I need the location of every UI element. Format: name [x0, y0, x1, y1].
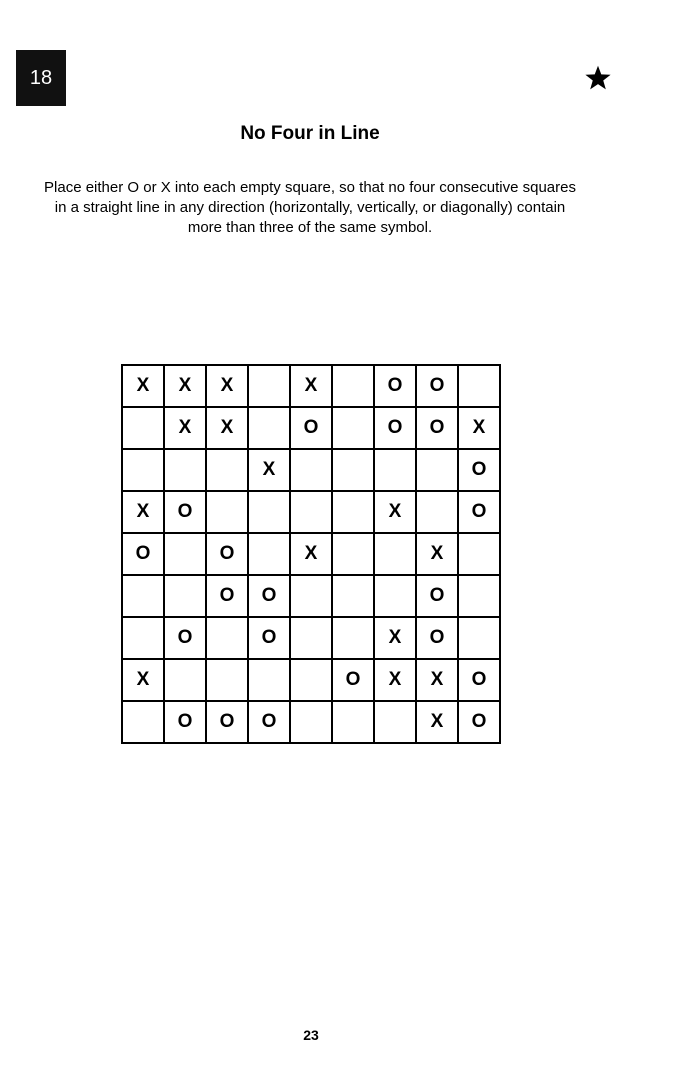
- grid-cell-empty[interactable]: [417, 450, 459, 492]
- puzzle-grid: [121, 364, 501, 744]
- grid-cell-empty[interactable]: [333, 534, 375, 576]
- grid-cell-empty[interactable]: [207, 618, 249, 660]
- grid-cell: X: [249, 450, 291, 492]
- grid-cell: O: [417, 576, 459, 618]
- puzzle-number: 18: [29, 66, 53, 89]
- grid-cell: X: [123, 366, 165, 408]
- grid-cell-empty[interactable]: [459, 366, 501, 408]
- grid-cell-empty[interactable]: [291, 492, 333, 534]
- grid-cell-empty[interactable]: [123, 702, 165, 744]
- grid-cell-empty[interactable]: [165, 450, 207, 492]
- grid-cell-empty[interactable]: [459, 576, 501, 618]
- grid-cell: O: [207, 576, 249, 618]
- grid-cell-empty[interactable]: [375, 534, 417, 576]
- grid-cell: X: [123, 660, 165, 702]
- grid-cell-empty[interactable]: [165, 576, 207, 618]
- grid-cell: O: [249, 702, 291, 744]
- grid-cell: O: [207, 702, 249, 744]
- grid-cell: O: [459, 492, 501, 534]
- grid-cell: O: [165, 618, 207, 660]
- grid-cell: O: [417, 408, 459, 450]
- grid-cell: X: [417, 702, 459, 744]
- grid-cell: O: [417, 366, 459, 408]
- grid-cell-empty[interactable]: [417, 492, 459, 534]
- grid-cell-empty[interactable]: [333, 366, 375, 408]
- grid-cell-empty[interactable]: [249, 408, 291, 450]
- grid-cell: O: [165, 492, 207, 534]
- grid-cell: X: [207, 408, 249, 450]
- grid-cell: X: [165, 366, 207, 408]
- instructions-text: Place either O or X into each empty square, so that no four consecutive squares in a straight line in any direction (horizontally, vertically, or diagonally) contain more than three of the same symbol.: [44, 179, 576, 236]
- grid-cell: X: [165, 408, 207, 450]
- grid-cell: O: [417, 618, 459, 660]
- grid-cell: O: [459, 702, 501, 744]
- grid-cell: X: [123, 492, 165, 534]
- grid-cell-empty[interactable]: [123, 576, 165, 618]
- grid-cell-empty[interactable]: [333, 576, 375, 618]
- grid-cell: O: [249, 576, 291, 618]
- grid-cell-empty[interactable]: [333, 618, 375, 660]
- grid-cell: X: [291, 534, 333, 576]
- grid-cell: X: [417, 660, 459, 702]
- grid-cell: X: [375, 492, 417, 534]
- grid-cell-empty[interactable]: [375, 450, 417, 492]
- grid-cell-empty[interactable]: [123, 408, 165, 450]
- grid-cell-empty[interactable]: [459, 534, 501, 576]
- puzzle-title: No Four in Line: [240, 123, 380, 144]
- grid-cell: X: [291, 366, 333, 408]
- grid-cell: X: [375, 618, 417, 660]
- grid-cell: O: [249, 618, 291, 660]
- grid-cell: O: [291, 408, 333, 450]
- grid-cell-empty[interactable]: [249, 366, 291, 408]
- grid-cell-empty[interactable]: [291, 660, 333, 702]
- grid-cell-empty[interactable]: [291, 618, 333, 660]
- grid-cell: O: [459, 450, 501, 492]
- grid-cell-empty[interactable]: [333, 492, 375, 534]
- grid-cell: O: [375, 366, 417, 408]
- grid-cell-empty[interactable]: [375, 702, 417, 744]
- grid-cell-empty[interactable]: [291, 576, 333, 618]
- grid-cell-empty[interactable]: [375, 576, 417, 618]
- grid-cell-empty[interactable]: [123, 450, 165, 492]
- grid-cell-empty[interactable]: [249, 492, 291, 534]
- grid-cell-empty[interactable]: [207, 450, 249, 492]
- page-number: 23: [303, 1027, 319, 1043]
- grid-cell-empty[interactable]: [165, 660, 207, 702]
- grid-cell: O: [333, 660, 375, 702]
- grid-cell-empty[interactable]: [333, 702, 375, 744]
- grid-cell: O: [375, 408, 417, 450]
- grid-cell-empty[interactable]: [207, 492, 249, 534]
- grid-cell-empty[interactable]: [123, 618, 165, 660]
- grid-cell: X: [459, 408, 501, 450]
- grid-cell-empty[interactable]: [333, 408, 375, 450]
- grid-cell-empty[interactable]: [249, 660, 291, 702]
- grid-cell: O: [459, 660, 501, 702]
- star-icon: [584, 64, 612, 92]
- puzzle-number-badge: [16, 50, 66, 106]
- grid-cell-empty[interactable]: [333, 450, 375, 492]
- grid-cell-empty[interactable]: [249, 534, 291, 576]
- grid-cell: O: [207, 534, 249, 576]
- grid-cell: X: [207, 366, 249, 408]
- grid-cell: X: [417, 534, 459, 576]
- grid-cell: X: [375, 660, 417, 702]
- grid-cell-empty[interactable]: [165, 534, 207, 576]
- grid-cell-empty[interactable]: [207, 660, 249, 702]
- grid-cell: O: [123, 534, 165, 576]
- grid-cell: O: [165, 702, 207, 744]
- grid-cell-empty[interactable]: [291, 702, 333, 744]
- grid-cell-empty[interactable]: [291, 450, 333, 492]
- grid-cell-empty[interactable]: [459, 618, 501, 660]
